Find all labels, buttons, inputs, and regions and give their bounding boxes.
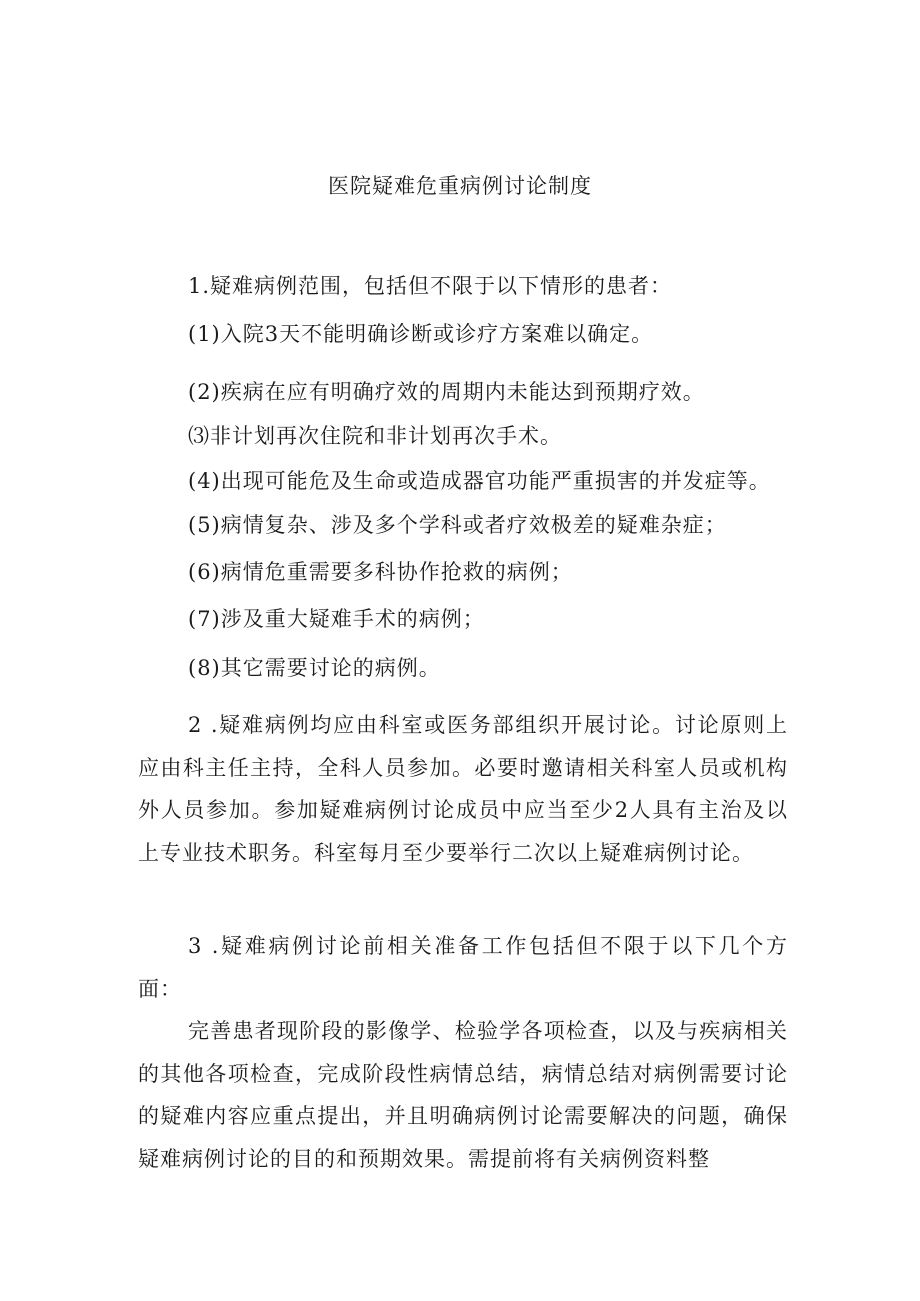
list-item: (6)病情危重需要多科协作抢救的病例； bbox=[188, 560, 573, 584]
list-item: (7)涉及重大疑难手术的病例； bbox=[188, 607, 485, 631]
list-item: (1)入院3天不能明确诊断或诊疗方案难以确定。 bbox=[188, 322, 654, 346]
section1-heading: 1.疑难病例范围，包括但不限于以下情形的患者： bbox=[188, 274, 673, 298]
list-item: (8)其它需要讨论的病例。 bbox=[188, 656, 441, 680]
section2-paragraph: 2 .疑难病例均应由科室或医务部组织开展讨论。讨论原则上应由科主任主持，全科人员参加。必要时邀请相关科室人员或机构外人员参加。参加疑难病例讨论成员中应当至少2人具有主治及以上专业技术职务。科室每月至少要举行二次以上疑难病例讨论。 bbox=[138, 713, 788, 866]
list-item: (5)病情复杂、涉及多个学科或者疗效极差的疑难杂症； bbox=[188, 513, 727, 537]
section3-body: 完善患者现阶段的影像学、检验学各项检查，以及与疾病相关的其他各项检查，完成阶段性病情总结，病情总结对病例需要讨论的疑难内容应重点提出，并且明确病例讨论需要解决的问题，确保疑难病例讨论的目的和预期效果。需提前将有关病例资料整 bbox=[138, 1019, 788, 1172]
list-item: (2)疾病在应有明确疗效的周期内未能达到预期疗效。 bbox=[188, 380, 705, 404]
list-item: (4)出现可能危及生命或造成器官功能严重损害的并发症等。 bbox=[188, 469, 771, 493]
document-title: 医院疑难危重病例讨论制度 bbox=[328, 174, 592, 198]
section3-heading: 3 .疑难病例讨论前相关准备工作包括但不限于以下几个方面： bbox=[138, 934, 788, 1001]
list-item: ⑶非计划再次住院和非计划再次手术。 bbox=[188, 424, 562, 448]
